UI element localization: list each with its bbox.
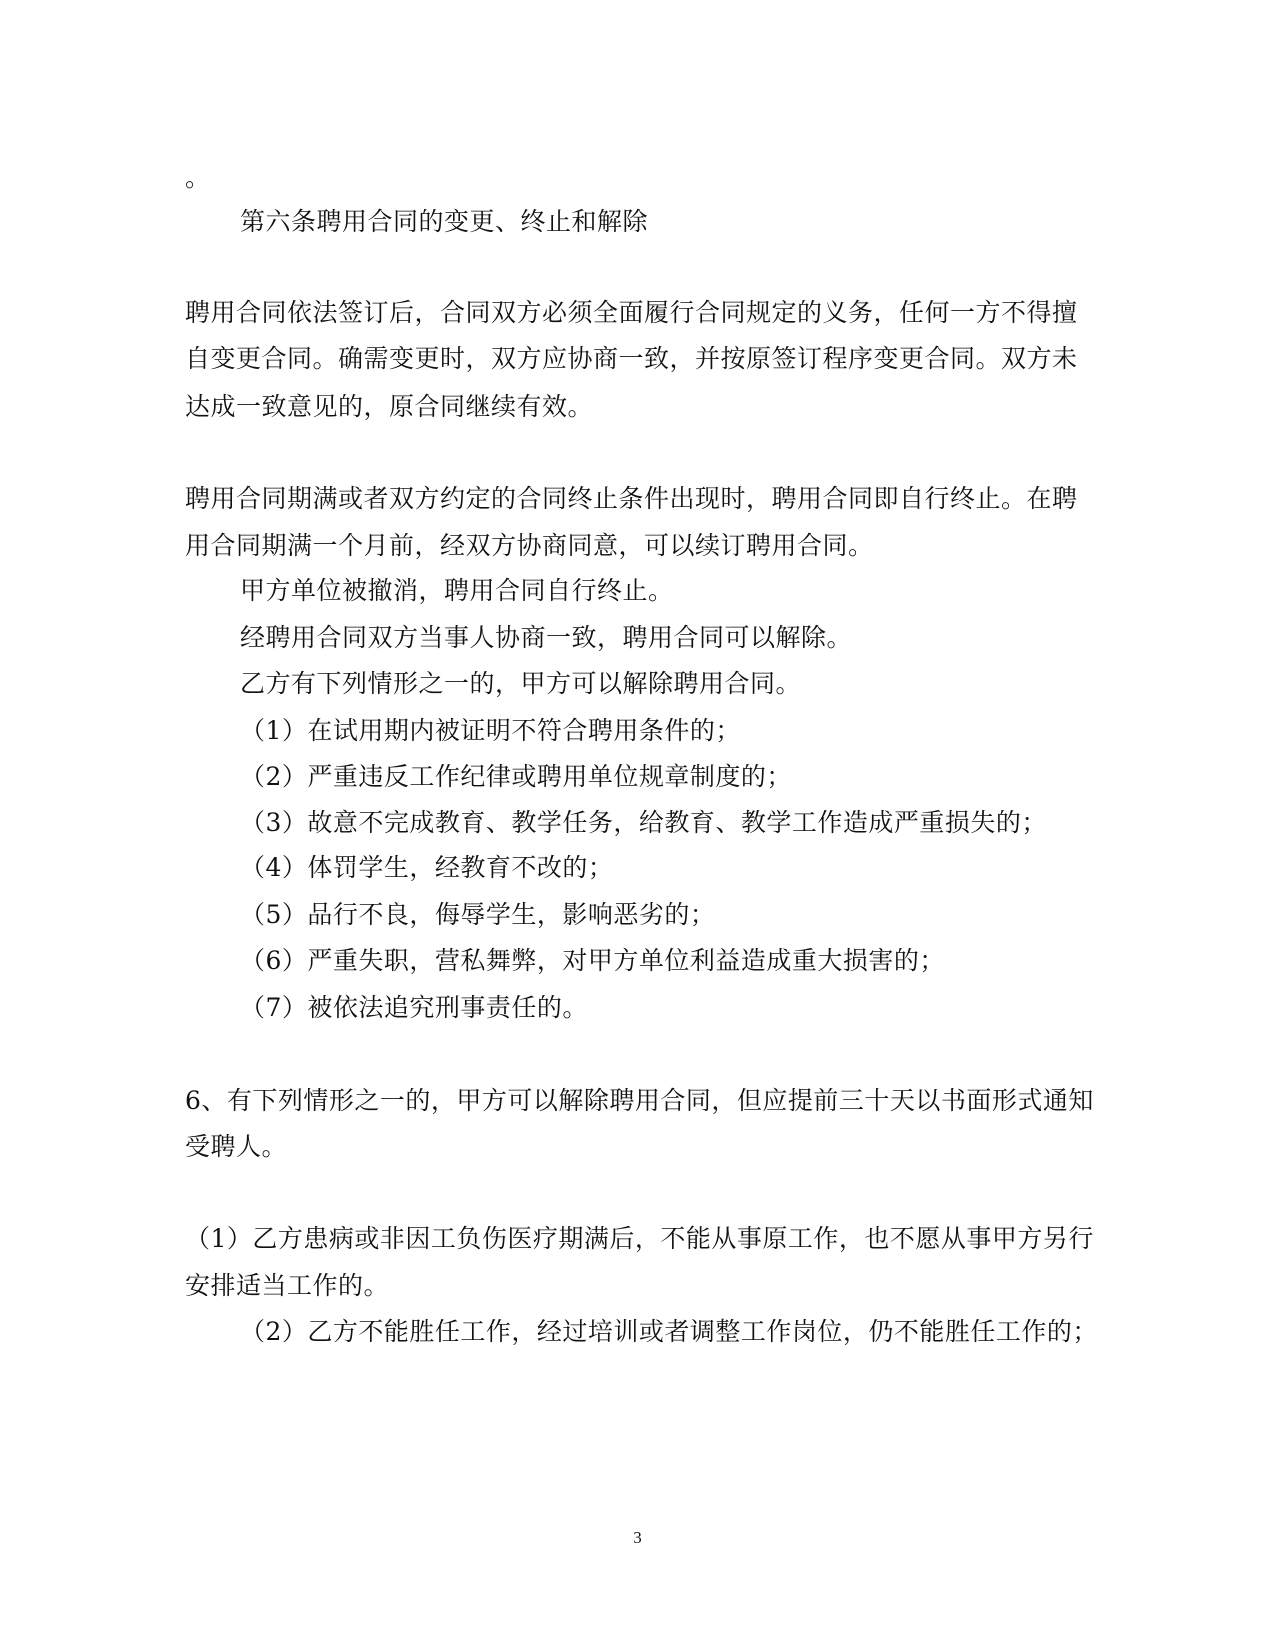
list-item: （3）故意不完成教育、教学任务，给教育、教学工作造成严重损失的； [240, 808, 1047, 837]
list-item: （2）严重违反工作纪律或聘用单位规章制度的； [240, 762, 792, 791]
list-item: （4）体罚学生，经教育不改的； [240, 853, 614, 882]
section-heading: 第六条聘用合同的变更、终止和解除 [240, 207, 649, 236]
text-line: 乙方有下列情形之一的，甲方可以解除聘用合同。 [240, 669, 802, 698]
text-line: 经聘用合同双方当事人协商一致，聘用合同可以解除。 [240, 623, 853, 652]
text-line-dangling-period: 。 [185, 163, 211, 192]
list-item: （1）乙方患病或非因工负伤医疗期满后，不能从事原工作，也不愿从事甲方另行 [185, 1224, 1094, 1253]
text-line: 聘用合同依法签订后，合同双方必须全面履行合同规定的义务，任何一方不得擅 [185, 298, 1078, 327]
text-line: 受聘人。 [185, 1132, 288, 1161]
text-line: 聘用合同期满或者双方约定的合同终止条件出现时，聘用合同即自行终止。在聘 [185, 484, 1078, 513]
text-line: 甲方单位被撤消，聘用合同自行终止。 [240, 576, 674, 605]
list-item: （6）严重失职，营私舞弊，对甲方单位利益造成重大损害的； [240, 946, 945, 975]
list-item: （5）品行不良，侮辱学生，影响恶劣的； [240, 900, 716, 929]
page-number: 3 [633, 1528, 642, 1547]
text-line: 自变更合同。确需变更时，双方应协商一致，并按原签订程序变更合同。双方未 [185, 344, 1078, 373]
text-line: 达成一致意见的，原合同继续有效。 [185, 392, 594, 421]
list-item: （7）被依法追究刑事责任的。 [240, 993, 588, 1022]
text-line: 安排适当工作的。 [185, 1271, 390, 1300]
list-item: （2）乙方不能胜任工作，经过培训或者调整工作岗位，仍不能胜任工作的； [240, 1317, 1098, 1346]
list-item: （1）在试用期内被证明不符合聘用条件的； [240, 716, 741, 745]
text-line: 6、有下列情形之一的，甲方可以解除聘用合同，但应提前三十天以书面形式通知 [185, 1086, 1094, 1115]
text-line: 用合同期满一个月前，经双方协商同意，可以续订聘用合同。 [185, 531, 874, 560]
